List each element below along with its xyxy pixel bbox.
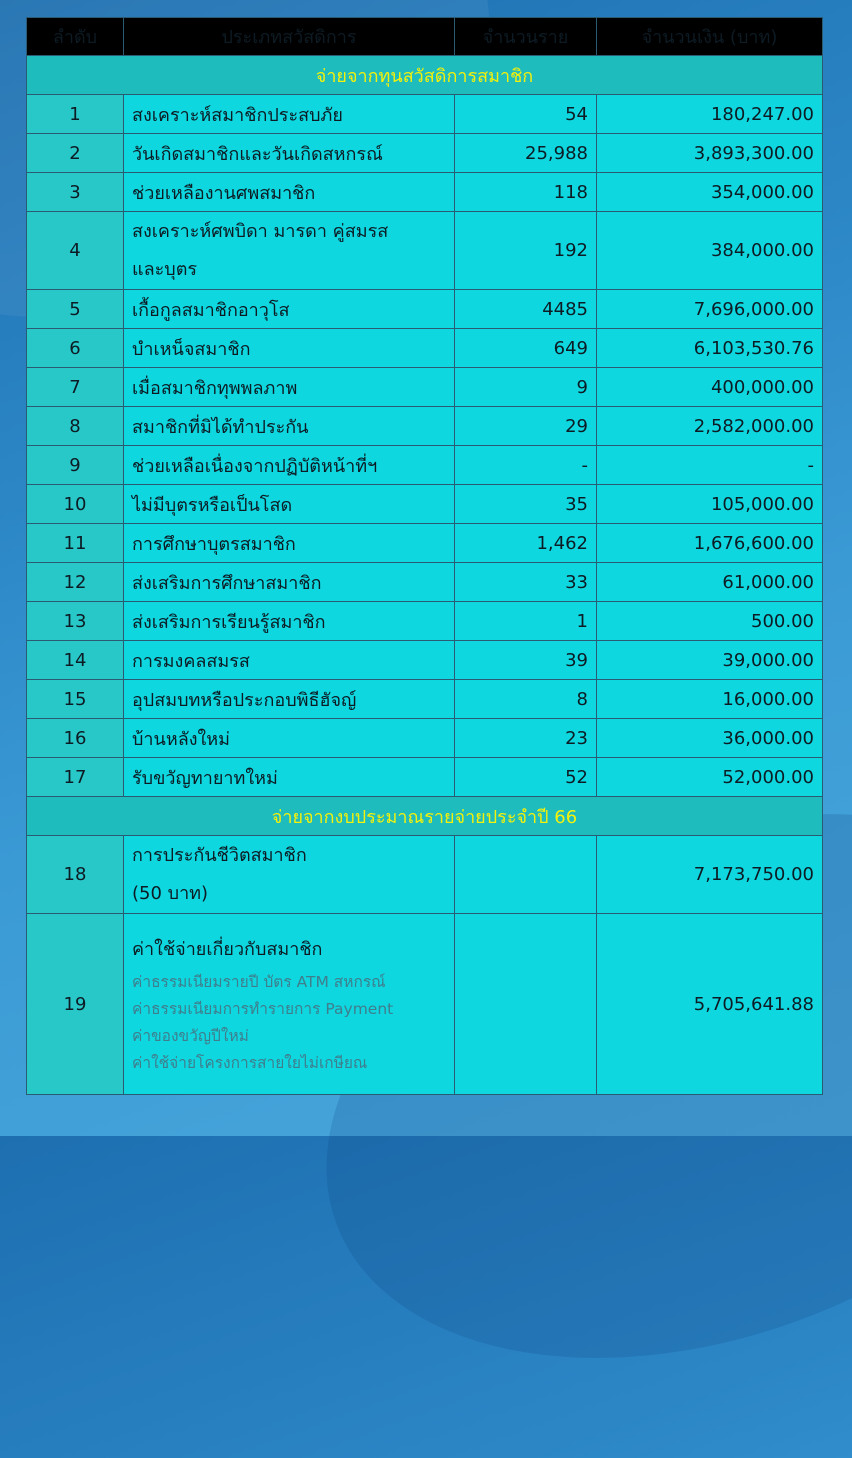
row-count: 649: [455, 329, 597, 368]
header-row: [27, 18, 823, 56]
row-type-line: ค่าใช้จ่ายเกี่ยวกับสมาชิก: [132, 939, 323, 960]
row-amount: 2,582,000.00: [597, 407, 823, 446]
row-count: 35: [455, 485, 597, 524]
table-row: [27, 641, 823, 680]
row-type: บ้านหลังใหม่: [124, 719, 455, 758]
row-count: -: [455, 446, 597, 485]
row-no: 10: [27, 485, 124, 524]
row-count: 4485: [455, 290, 597, 329]
row-type: ส่งเสริมการเรียนรู้สมาชิก: [124, 602, 455, 641]
row-type: สมาชิกที่มิได้ทำประกัน: [124, 407, 455, 446]
row-count: 9: [455, 368, 597, 407]
row-type: การมงคลสมรส: [124, 641, 455, 680]
row-no: 5: [27, 290, 124, 329]
table-row: [27, 212, 823, 290]
row-no: 12: [27, 563, 124, 602]
section-row: [27, 797, 823, 836]
table-row: [27, 290, 823, 329]
row-count: 23: [455, 719, 597, 758]
row-count: 33: [455, 563, 597, 602]
row-type: บำเหน็จสมาชิก: [124, 329, 455, 368]
row-no: 8: [27, 407, 124, 446]
row-no: 16: [27, 719, 124, 758]
row-sub-item: ค่าใช้จ่ายโครงการสายใยไม่เกษียณ: [132, 1054, 368, 1072]
row-count: 1,462: [455, 524, 597, 563]
row-amount: 5,705,641.88: [597, 914, 823, 1095]
row-amount: -: [597, 446, 823, 485]
row-type: ไม่มีบุตรหรือเป็นโสด: [124, 485, 455, 524]
table-row: [27, 836, 823, 914]
row-amount: 6,103,530.76: [597, 329, 823, 368]
row-sub-item: ค่าของขวัญปีใหม่: [132, 1027, 249, 1045]
row-no: 7: [27, 368, 124, 407]
row-sub-item: ค่าธรรมเนียมรายปี บัตร ATM สหกรณ์: [132, 973, 386, 991]
row-amount: 354,000.00: [597, 173, 823, 212]
row-amount: 7,696,000.00: [597, 290, 823, 329]
row-type: [124, 914, 455, 1095]
row-type: เกื้อกูลสมาชิกอาวุโส: [124, 290, 455, 329]
row-no: 19: [27, 914, 124, 1095]
row-amount: 384,000.00: [597, 212, 823, 290]
row-no: 11: [27, 524, 124, 563]
header-amount: จำนวนเงิน (บาท): [597, 18, 823, 56]
row-amount: 61,000.00: [597, 563, 823, 602]
section-title: จ่ายจากทุนสวัสดิการสมาชิก: [27, 56, 823, 95]
row-no: 15: [27, 680, 124, 719]
row-count: 8: [455, 680, 597, 719]
row-count: 118: [455, 173, 597, 212]
row-type: [124, 212, 455, 290]
row-amount: 1,676,600.00: [597, 524, 823, 563]
row-count: 39: [455, 641, 597, 680]
table-row: [27, 914, 823, 1095]
row-amount: 39,000.00: [597, 641, 823, 680]
table-row: [27, 368, 823, 407]
table-row: [27, 719, 823, 758]
row-count: 29: [455, 407, 597, 446]
table-row: [27, 680, 823, 719]
welfare-table: [26, 17, 823, 1095]
table-row: [27, 134, 823, 173]
section-row: [27, 56, 823, 95]
row-type: ช่วยเหลืองานศพสมาชิก: [124, 173, 455, 212]
row-amount: 180,247.00: [597, 95, 823, 134]
row-amount: 500.00: [597, 602, 823, 641]
table-row: [27, 524, 823, 563]
row-no: 9: [27, 446, 124, 485]
row-count: [455, 914, 597, 1095]
row-type: อุปสมบทหรือประกอบพิธีฮัจญ์: [124, 680, 455, 719]
section-title: จ่ายจากงบประมาณรายจ่ายประจำปี 66: [27, 797, 823, 836]
row-amount: 52,000.00: [597, 758, 823, 797]
row-no: 14: [27, 641, 124, 680]
table-row: [27, 173, 823, 212]
table-row: [27, 446, 823, 485]
row-amount: 16,000.00: [597, 680, 823, 719]
row-sub-item: ค่าธรรมเนียมการทำรายการ Payment: [132, 1000, 394, 1018]
row-type: วันเกิดสมาชิกและวันเกิดสหกรณ์: [124, 134, 455, 173]
table-row: [27, 758, 823, 797]
table-row: [27, 485, 823, 524]
row-count: 1: [455, 602, 597, 641]
row-count: 192: [455, 212, 597, 290]
row-type-line: สงเคราะห์ศพบิดา มารดา คู่สมรส: [132, 220, 389, 242]
row-no: 17: [27, 758, 124, 797]
row-no: 3: [27, 173, 124, 212]
row-amount: 7,173,750.00: [597, 836, 823, 914]
header-no: ลำดับ: [27, 18, 124, 56]
row-type-line: การประกันชีวิตสมาชิก: [132, 844, 307, 866]
row-type: ช่วยเหลือเนื่องจากปฏิบัติหน้าที่ฯ: [124, 446, 455, 485]
table-row: [27, 329, 823, 368]
row-count: 25,988: [455, 134, 597, 173]
header-type: ประเภทสวัสดิการ: [124, 18, 455, 56]
row-amount: 400,000.00: [597, 368, 823, 407]
row-type: การศึกษาบุตรสมาชิก: [124, 524, 455, 563]
table-row: [27, 602, 823, 641]
row-type: [124, 836, 455, 914]
row-count: [455, 836, 597, 914]
row-amount: 3,893,300.00: [597, 134, 823, 173]
row-type: สงเคราะห์สมาชิกประสบภัย: [124, 95, 455, 134]
row-type-line: และบุตร: [132, 258, 198, 280]
table-row: [27, 563, 823, 602]
row-no: 2: [27, 134, 124, 173]
table-row: [27, 95, 823, 134]
row-amount: 36,000.00: [597, 719, 823, 758]
row-type-line: (50 บาท): [132, 882, 209, 904]
row-type: ส่งเสริมการศึกษาสมาชิก: [124, 563, 455, 602]
row-no: 1: [27, 95, 124, 134]
row-type: เมื่อสมาชิกทุพพลภาพ: [124, 368, 455, 407]
row-count: 52: [455, 758, 597, 797]
row-no: 13: [27, 602, 124, 641]
header-count: จำนวนราย: [455, 18, 597, 56]
row-amount: 105,000.00: [597, 485, 823, 524]
row-no: 6: [27, 329, 124, 368]
row-no: 4: [27, 212, 124, 290]
row-count: 54: [455, 95, 597, 134]
row-type: รับขวัญทายาทใหม่: [124, 758, 455, 797]
table-row: [27, 407, 823, 446]
row-no: 18: [27, 836, 124, 914]
